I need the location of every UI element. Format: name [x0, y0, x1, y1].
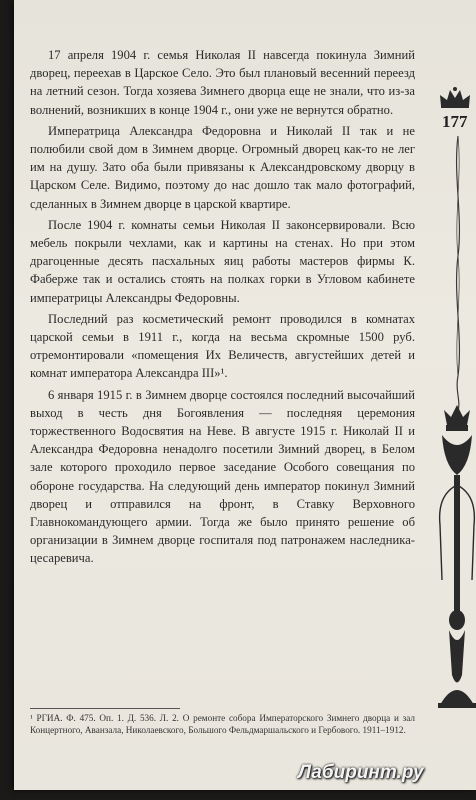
candelabra-ornament-icon	[432, 405, 476, 715]
footnote: ¹ РГИА. Ф. 475. Оп. 1. Д. 536. Л. 2. О ремонте собора Императорского Зимнего дворца и зал Концертного, Аванзала, Николаевского, Большого Фельдмаршальского и Гербового. 1911–1912.	[30, 713, 415, 735]
watermark-logo: Лабиринт.ру	[298, 762, 424, 783]
book-page	[14, 0, 476, 790]
paragraph-2: Императрица Александра Федоровна и Николай II так и не полюбили свой дом в Зимнем дворце. Огромный дворец как-то не лег им на душу. Зато оба были привязаны к Александровскому дворцу в Царском Селе. Видимо, поэтому до нас дошло так мало фотографий, сделанных в Зимнем дворце в царской квартире.	[30, 123, 415, 211]
body-text	[30, 46, 415, 571]
paragraph-4: Последний раз косметический ремонт проводился в комнатах царской семьи в 1911 г., когда на весьма скромные 1500 руб. отремонтировали «помещения Их Величеств, августейших детей и комнат императора Александра III»¹.	[30, 311, 415, 381]
page-number: 177	[442, 112, 468, 131]
paragraph-1: 17 апреля 1904 г. семья Николая II навсегда покинула Зимний дворец, переехав в Царское Село. Это был плановый весенний переезд на летний сезон. Тогда хозяева Зимнего дворца еще не знали, что из-за волнений, возникших в конце 1904 г., они уже не вернутся обратно.	[30, 48, 415, 117]
footnote-divider	[30, 708, 180, 709]
crown-icon	[438, 86, 472, 110]
vertical-ornament-icon	[452, 136, 464, 411]
paragraph-3: После 1904 г. комнаты семьи Николая II законсервировали. Всю мебель покрыли чехлами, как и картины на стенах. Но при этом драгоценные десять пасхальных яиц работы мастеров фирмы К. Фаберже так и остались стоять на полках горки в Угловом кабинете императрицы Александры Федоровны.	[30, 217, 415, 305]
paragraph-5: 6 января 1915 г. в Зимнем дворце состоялся последний высочайший выход в честь дня Богоявления — последняя церемония торжественного Водосвятия на Неве. В августе 1915 г. Николай II и Александра Федоровна ненадолго посетили Зимний дворец, в Белом зале которого проходило первое заседание Особого совещания по обороне государства. На следующий день император покинул Зимний дворец и отправился на фронт, в Ставку Верховного Главнокомандующего армии. Тогда же было принято решение об организации в Зимнем дворце госпиталя под патронажем наследника-цесаревича.	[30, 387, 415, 566]
